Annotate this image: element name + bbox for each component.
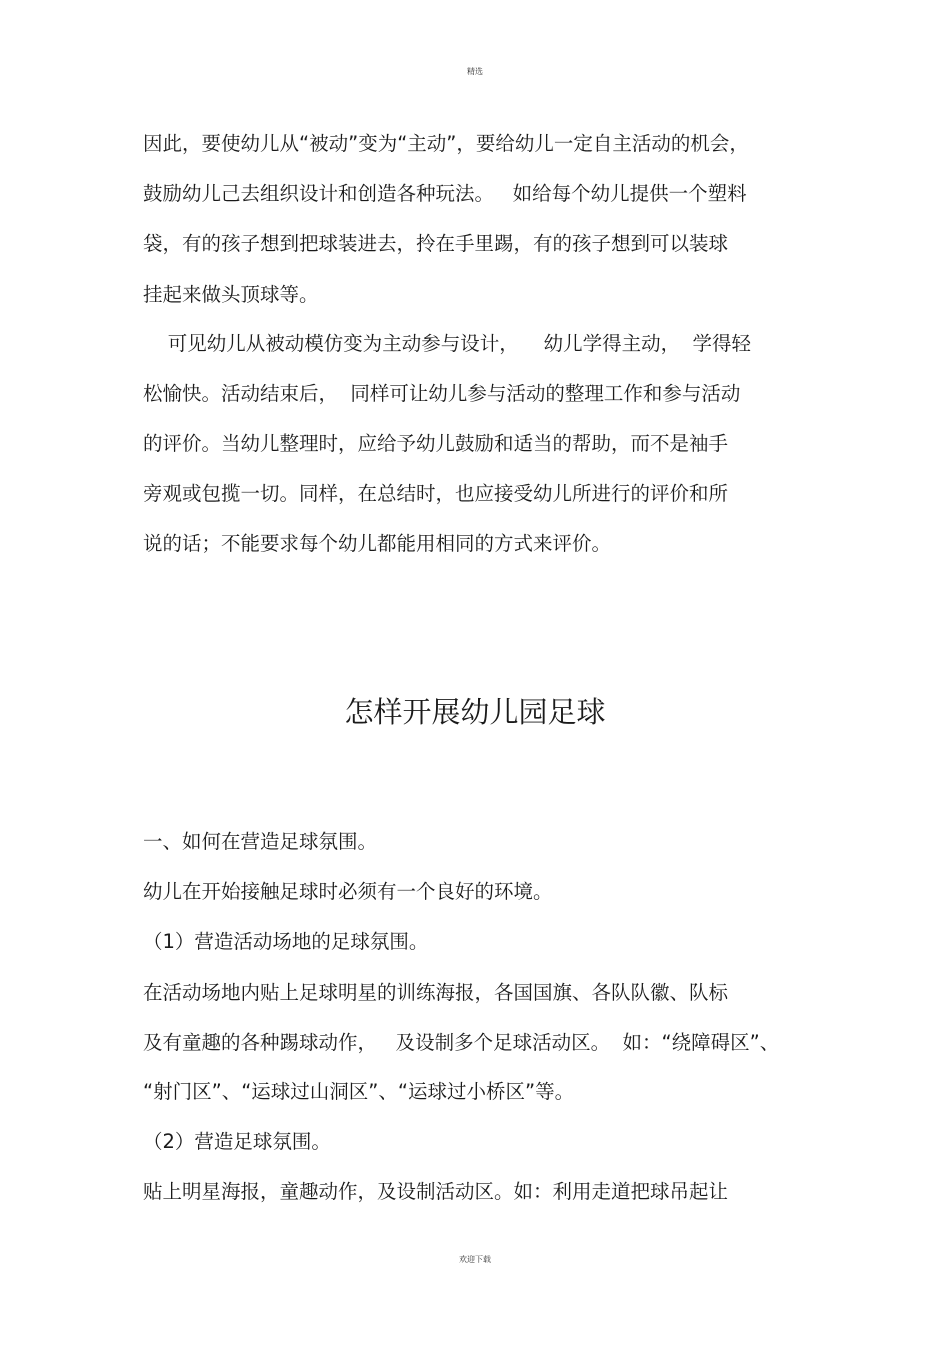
paragraph-line: 说的话；不能要求每个幼儿都能用相同的方式来评价。 [143,532,612,555]
paragraph-line: 在活动场地内贴上足球明星的训练海报，各国国旗、各队队徽、队标 [143,981,729,1004]
page-header: 精选 [467,67,483,76]
paragraph-line: 旁观或包揽一切。同样，在总结时，也应接受幼儿所进行的评价和所 [143,482,729,505]
document-title: 怎样开展幼儿园足球 [344,695,606,729]
paragraph-line: “射门区”、“运球过山洞区”、“运球过小桥区”等。 [143,1080,575,1103]
paragraph-line: 幼儿在开始接触足球时必须有一个良好的环境。 [143,880,553,903]
paragraph-line: 松愉快。活动结束后， 同样可让幼儿参与活动的整理工作和参与活动 [143,382,741,405]
page-footer: 欢迎下载 [459,1255,491,1264]
paragraph-line: 的评价。当幼儿整理时，应给予幼儿鼓励和适当的帮助，而不是袖手 [143,432,729,455]
paragraph-line: 及有童趣的各种踢球动作， 及设制多个足球活动区。 如：“绕障碍区”、 [143,1031,780,1054]
paragraph-line: 贴上明星海报，童趣动作，及设制活动区。如：利用走道把球吊起让 [143,1180,729,1203]
paragraph-line: 可见幼儿从被动模仿变为主动参与设计， 幼儿学得主动， 学得轻 [143,332,751,355]
paragraph-line: 鼓励幼儿己去组织设计和创造各种玩法。 如给每个幼儿提供一个塑料 [143,182,747,205]
paragraph-line: 因此，要使幼儿从“被动”变为“主动”，要给幼儿一定自主活动的机会， [143,132,749,155]
paragraph-line: 袋，有的孩子想到把球装进去，拎在手里踢，有的孩子想到可以装球 [143,232,729,255]
subsection-heading: （2）营造足球氛围。 [143,1130,331,1153]
subsection-heading: （1）营造活动场地的足球氛围。 [143,930,429,953]
section-heading: 一、如何在营造足球氛围。 [143,830,378,853]
paragraph-line: 挂起来做头顶球等。 [143,283,319,306]
